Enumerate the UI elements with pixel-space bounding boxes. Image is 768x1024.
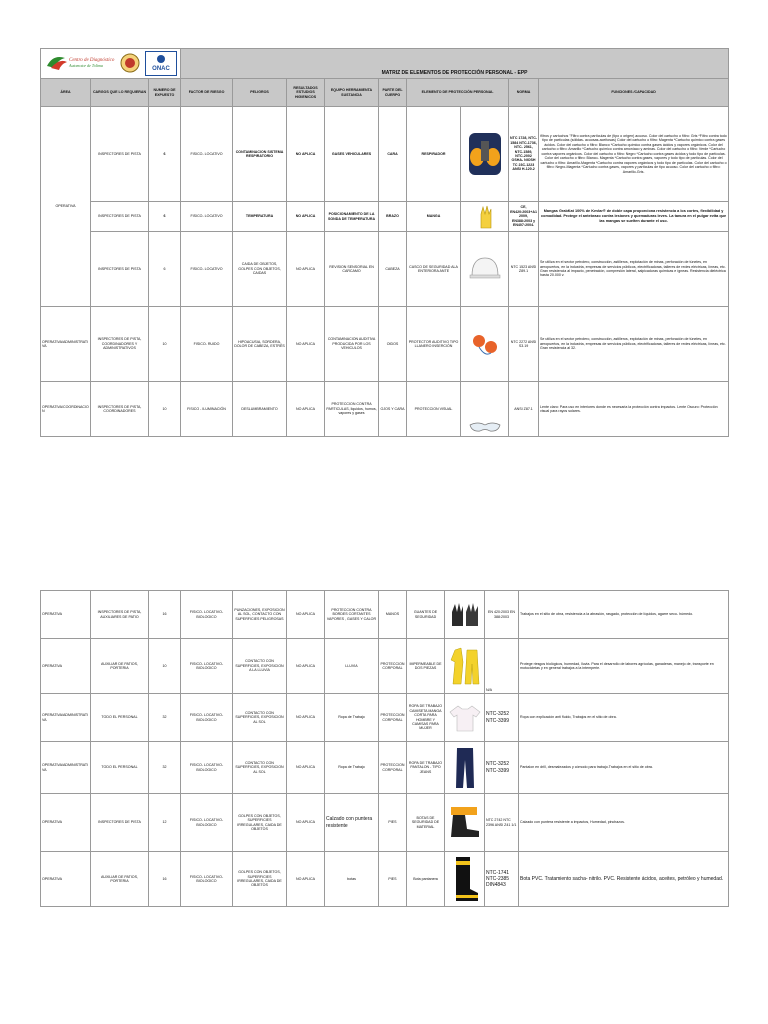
helmet-icon	[468, 254, 502, 284]
epp-image-cell	[445, 852, 485, 907]
peligro-cell: CAIDA DE OBJETOS, GOLPES CON OBJETOS, CAIDAS	[233, 232, 287, 307]
peligro-cell: GOLPES CON OBJETOS, SUPERFICIES IRREGULARES, CAIDA DE OBJETOS	[233, 852, 287, 907]
norma-cell: NTC-1741 NTC-2385 DIN4843	[485, 852, 519, 907]
equipo-cell: GASES VEHICULARES	[325, 107, 379, 202]
respirator-icon	[465, 129, 505, 179]
parte-cell: CABEZA	[379, 232, 407, 307]
num-cell: 6	[149, 107, 181, 202]
epp-image-cell	[445, 742, 485, 794]
resultado-cell: NO APLICA	[287, 694, 325, 742]
equipo-cell: LLUVIA	[325, 639, 379, 694]
equipo-cell: Ropa de Trabajo	[325, 742, 379, 794]
parte-cell: CARA	[379, 107, 407, 202]
epp-cell: CASCO DE SEGURIDAD ALA ENTERIORA ANTE	[407, 232, 461, 307]
table-row	[41, 742, 729, 794]
onac-logo	[145, 51, 177, 76]
header-elemento: ELEMENTO DE PROTECCIÓN PERSONAL	[407, 79, 509, 107]
jeans-icon	[453, 746, 477, 790]
cargo-cell: INSPECTORES DE PISTA, COORDINADORES	[91, 382, 149, 437]
epp-cell: ROPA DE TRABAJO PANTALON - TIPO JEANS	[407, 742, 445, 794]
equipo-cell: PROTECCION CONTRA PARTICULAS, liquidos, humos, vapores y gases	[325, 382, 379, 437]
cargo-cell: INSPECTORES DE PISTA	[91, 202, 149, 232]
funciones-cell: Pantalon en drill, desmalezados y cómodo para trabajo.Trabajos en el sitio de obra.	[519, 742, 729, 794]
parte-cell: OJOS Y CARA	[379, 382, 407, 437]
peligro-cell: HIPOACUSIA, SORDERA, DOLOR DE CABEZA, ESTRÉS	[233, 307, 287, 382]
table-row	[41, 591, 729, 639]
resultado-cell: NO APLICA	[287, 307, 325, 382]
header-area: ÁREA	[41, 79, 91, 107]
resultado-cell: NO APLICA	[287, 202, 325, 232]
num-cell: 6	[149, 202, 181, 232]
factor-cell: FISICO- LOCATIVO- BIOLOGICO	[181, 639, 233, 694]
header-numero: NUMERO DE EXPUESTO	[149, 79, 181, 107]
table-row	[41, 639, 729, 694]
peligro-cell: CONTACTO CON SUPERFICIES, EXPOSICION AL SOL	[233, 694, 287, 742]
peligro-cell: TEMPERATURA	[233, 202, 287, 232]
norma-cell: ANSI Z87.1	[509, 382, 539, 437]
area-cell: OPERATIVA	[41, 591, 91, 639]
epp-cell: Bota pantanera	[407, 852, 445, 907]
parte-cell: PIES	[379, 852, 407, 907]
table-row	[41, 794, 729, 852]
resultado-cell: NO APLICA	[287, 591, 325, 639]
parte-cell: PROTECCION CORPORAL	[379, 694, 407, 742]
epp-image-cell	[461, 382, 509, 437]
resultado-cell: NO APLICA	[287, 382, 325, 437]
norma-cell: CE, EN420:2003+A1 2009, EN388:2003 y EN407:2004.	[509, 202, 539, 232]
epp-image-cell	[445, 694, 485, 742]
peligro-cell: PUNZACIONES, EXPOSICION AL SOL, CONTACTO CON SUPERFICIES PELIGROSAS	[233, 591, 287, 639]
funciones-cell: Se utiliza en el sector petrolero, construcción, astilleros, explotación de minas, perforación de túneles, en aeropuertos, en la industria, empresas de servicios públicos, electrificadoras, talleres de redes eléctricas, líneas, etc. Gran resistencia al 32.	[539, 307, 729, 382]
resultado-cell: NO APLICA	[287, 794, 325, 852]
epp-image-cell	[461, 202, 509, 232]
epp-image-cell	[445, 794, 485, 852]
epp-cell: MANGA	[407, 202, 461, 232]
epp-cell: PROTECTOR AUDITIVO TIPO LLANERO INSERCIÓN	[407, 307, 461, 382]
peligro-cell: GOLPES CON OBJETOS, SUPERFICIES IRREGULARES, CAIDA DE OBJETOS	[233, 794, 287, 852]
norma-cell: NTC 1728, NTC-1584 NTC-1736, NTC- 2561, NTC-1589, NTC-2002 OSHA- NIOSH TC 23C-1223 ANSI H-120.2	[509, 107, 539, 202]
raincoat-icon	[447, 644, 483, 688]
factor-cell: FISICO- LOCATIVO	[181, 107, 233, 202]
earplug-icon	[468, 329, 502, 359]
funciones-cell: Ropa con explicación anti fluido, Trabajos en el sitio de obra.	[519, 694, 729, 742]
equipo-cell: botas	[325, 852, 379, 907]
factor-cell: FISICO- LOCATIVO- BIOLOGICO	[181, 794, 233, 852]
area-cell: OPERATIVA	[41, 852, 91, 907]
funciones-cell: Bota PVC. Tratamiento sacha- nitrilo. PVC. Resistente ácidos, aceites, petróleo y humedad.	[519, 852, 729, 907]
norma-cell: NTC-3252 NTC-3399	[485, 694, 519, 742]
funciones-cell: Lente claro: Para uso en interiores donde es necesaria la protección contra impactos. Lente Oscuro: Protección visual para rayos solares.	[539, 382, 729, 437]
factor-cell: FISICO- LOCATIVO- BIOLOGICO	[181, 742, 233, 794]
epp-matrix-table-top	[40, 48, 729, 437]
area-cell: OPERATIVA	[41, 794, 91, 852]
epp-cell: GUANTES DE SEGURIDAD	[407, 591, 445, 639]
shirt-icon	[448, 703, 482, 733]
norma-cell: NTC 1523 ANSI Z89.1	[509, 232, 539, 307]
header-resultados: RESULTADOS ESTUDIOS HIGIENICOS	[287, 79, 325, 107]
num-cell: 12	[149, 794, 181, 852]
header-norma: NORMA	[509, 79, 539, 107]
header-peligros: PELIGROS	[233, 79, 287, 107]
num-cell: 16	[149, 591, 181, 639]
gloves-black-icon	[448, 600, 482, 630]
epp-image-cell	[445, 591, 485, 639]
svg-text:Centro de Diagnóstico: Centro de Diagnóstico	[68, 58, 114, 64]
epp-cell: IMPERMEABLE DE DOS PIEZAS	[407, 639, 445, 694]
cargo-cell: INSPECTORES DE PISTA	[91, 107, 149, 202]
glasses-icon	[468, 419, 502, 435]
equipo-cell: POSICIONAMIENTO DE LA SONDA DE TEMPERATURA	[325, 202, 379, 232]
area-cell: OPERATIVA/ADMINISTRATIVA	[41, 694, 91, 742]
area-cell: OPERATIVA	[41, 107, 91, 307]
epp-matrix-table-bottom	[40, 590, 729, 907]
area-cell: OPERATIVA/ADMINISTRATIVA	[41, 307, 91, 382]
factor-cell: FISICO- RUIDO	[181, 307, 233, 382]
page-title: MATRIZ DE ELEMENTOS DE PROTECCIÓN PERSONAL - EPP	[181, 49, 729, 79]
factor-cell: FISICO- LOCATIVO- BIOLOGICO	[181, 694, 233, 742]
equipo-cell: PROTECCION CONTRA BORDES CORTANTES VAPORES , GASES Y CALOR	[325, 591, 379, 639]
table-row	[41, 852, 729, 907]
table-row	[41, 382, 729, 437]
funciones-cell: Trabajos en el sitio de obra, resistencia a la abrasión, rasgado, protección de líquidos, agarre seco- húmedo.	[519, 591, 729, 639]
table-row	[41, 107, 729, 202]
equipo-cell: Calzado con puntera resistente	[325, 794, 379, 852]
epp-image-cell	[445, 639, 485, 694]
header-equipo: EQUIPO HERRAMIENTA SUSTANCIA	[325, 79, 379, 107]
factor-cell: FISICO- LOCATIVO	[181, 232, 233, 307]
factor-cell: FISICO- LOCATIVO- BIOLOGICO	[181, 852, 233, 907]
parte-cell: PROTECCION CORPORAL	[379, 639, 407, 694]
cargo-cell: INSPECTORES DE PISTA	[91, 794, 149, 852]
rubber-boot-icon	[450, 855, 480, 903]
peligro-cell: CONTAMINACION SISTEMA RESPIRATORIO	[233, 107, 287, 202]
factor-cell: FISICO- LOCATIVO- BIOLOGICO	[181, 591, 233, 639]
equipo-cell: CONTAMINACION AUDITIVA PRODUCIDA POR LOS VEHICULOS	[325, 307, 379, 382]
header-factor: FACTOR DE RIESGO	[181, 79, 233, 107]
cargo-cell: TODO EL PERSONAL	[91, 742, 149, 794]
boot-icon	[447, 803, 483, 843]
parte-cell: PIES	[379, 794, 407, 852]
funciones-cell: Mangas GrabKat 100% de Kevlar® de doble capa proporciona resistencia a los cortes, flexibilidad y comodidad. Protege el antebrazo contra lesiones y quemaduras leves. La tanura en el pulgar evita que las mangas se suelten durante el uso.	[539, 202, 729, 232]
resultado-cell: NO APLICA	[287, 742, 325, 794]
num-cell: 32	[149, 742, 181, 794]
num-cell: 6	[149, 232, 181, 307]
cargo-cell: TODO EL PERSONAL	[91, 694, 149, 742]
num-cell: 10	[149, 382, 181, 437]
equipo-cell: REVISION SENSORIAL EN CARCAMO	[325, 232, 379, 307]
parte-cell: OIDOS	[379, 307, 407, 382]
peligro-cell: CONTACTO CON SUPERFICIES, EXPOSICION A LA LLUVIA	[233, 639, 287, 694]
peligro-cell: DESLUMBRAMIENTO	[233, 382, 287, 437]
norma-cell: N/A	[485, 639, 519, 694]
cargo-cell: AUXILIAR DE PATIOS, PORTERIA	[91, 852, 149, 907]
funciones-cell: Se utiliza en el sector petrolero, construcción, astilleros, explotación de minas, perforación de túneles, en aeropuertos, en la industria, empresas de servicios públicos, electrificadoras, talleres de redes eléctricas, líneas, etc. Gran resistencia al impacto, penetración, compresión lateral, salpicaduras químicas e ígneas. Resistencia dieléctrica hasta 20.000 v.	[539, 232, 729, 307]
parte-cell: BRAZO	[379, 202, 407, 232]
factor-cell: FISICO - ILUMINACIÓN	[181, 382, 233, 437]
area-cell: OPERATIVA/ADMINISTRATIVA	[41, 742, 91, 794]
resultado-cell: NO APLICA	[287, 852, 325, 907]
num-cell: 10	[149, 639, 181, 694]
seal-logo-icon	[120, 53, 140, 73]
resultado-cell: NO APLICA	[287, 232, 325, 307]
onac-logo-icon	[148, 53, 174, 73]
norma-cell: NTC 2272 ANSI S3.19	[509, 307, 539, 382]
table-row	[41, 232, 729, 307]
num-cell: 32	[149, 694, 181, 742]
factor-cell: FISICO- LOCATIVO	[181, 202, 233, 232]
area-cell: OPERATIVA	[41, 639, 91, 694]
cargo-cell: AUXILIAR DE PATIOS, PORTERIA	[91, 639, 149, 694]
resultado-cell: NO APLICA	[287, 639, 325, 694]
norma-cell: NTC-3252 NTC-3399	[485, 742, 519, 794]
epp-cell: RESPIRADOR	[407, 107, 461, 202]
parte-cell: MANOS	[379, 591, 407, 639]
glove-yellow-icon	[475, 204, 495, 230]
parte-cell: PROTECCION CORPORAL	[379, 742, 407, 794]
table-row	[41, 307, 729, 382]
cargo-cell: INSPECTORES DE PISTA	[91, 232, 149, 307]
funciones-cell: Calzado con puntera resistente a impactos, Humedad, pinchazos.	[519, 794, 729, 852]
table-row	[41, 202, 729, 232]
epp-cell: PROTECCION VISUAL	[407, 382, 461, 437]
area-cell: OPERATIVA/COORDINACION	[41, 382, 91, 437]
table-row	[41, 694, 729, 742]
num-cell: 16	[149, 852, 181, 907]
cargo-cell: INSPECTORES DE PISTA, COORDINADORES Y ADMINISTRATIVOS	[91, 307, 149, 382]
epp-cell: ROPA DE TRABAJO CAMISETA MANGA CORTA PARA HOMBRE Y CAMISAS PARA MUJER	[407, 694, 445, 742]
header-funciones: FUNCIONES /CAPACIDAD	[539, 79, 729, 107]
epp-image-cell	[461, 107, 509, 202]
epp-cell: BOTAS DE SEGURIDAD DE MATERIAL	[407, 794, 445, 852]
svg-text:Automotor de Tolima: Automotor de Tolima	[68, 63, 103, 69]
resultado-cell: NO APLICA	[287, 107, 325, 202]
norma-cell: EN 420:2003 EN 388:2003	[485, 591, 519, 639]
norma-cell: NTC 2742 NTC 2396 ANSI Z41 1/1	[485, 794, 519, 852]
header-row	[41, 79, 729, 107]
peligro-cell: CONTACTO CON SUPERFICIES, EXPOSICION AL SOL	[233, 742, 287, 794]
logos-cell	[41, 49, 181, 79]
epp-image-cell	[461, 232, 509, 307]
cda-logo-icon	[45, 52, 115, 74]
svg-text:ONAC: ONAC	[151, 65, 170, 72]
epp-image-cell	[461, 307, 509, 382]
header-parte: PARTE DEL CUERPO	[379, 79, 407, 107]
funciones-cell: Protege riesgos biológicos, humedad, lluvia. Para el desarrollo de labores agrícolas, ganaderas, manejo de, transporte en motocicletas y en general trabajos a la intemperie.	[519, 639, 729, 694]
cargo-cell: INSPECTORES DE PISTA, AUXILIARES DE PATIO	[91, 591, 149, 639]
funciones-cell: filtros y cartuchos "Filtro contra partículas de (tipo o origen) acuoso. Color del cartucho o filtro: Gris *Filtro contra todo tipo de partículas (sólidas- acuosas-aceitosas) Color del cartucho o filtro: Magenta *Cartucho químico contra gases ácidos. Color del cartucho o filtro: Blanco *Cartucho químico contra gases ácidos y vapores orgánicos. Color del cartucho o filtro: Amarillo *Cartucho químico contra amoníaco y aminas. Color del cartucho o filtro: Verde *Cartucho contra vapores orgánicos. Color del cartucho o filtro: Negro *Cartucho contra gases ácidos y todo tipo de partículas. Color del cartucho o filtro: Blanco- Magenta *Cartucho contra gases, vapores y todo tipo de partículas. Color del cartucho o filtro: Amarillo-Magenta *Cartucho contra vapores orgánicos y todo tipo de partículas. Color del cartucho o filtro: Negro-Magenta *Cartucho contra gases, vapores y partículas de tipo acuoso. Color del cartucho o filtro: Amarillo-Gris.	[539, 107, 729, 202]
num-cell: 10	[149, 307, 181, 382]
header-cargos: CARGOS QUE LO REQUIERAN	[91, 79, 149, 107]
equipo-cell: Ropa de Trabajo	[325, 694, 379, 742]
